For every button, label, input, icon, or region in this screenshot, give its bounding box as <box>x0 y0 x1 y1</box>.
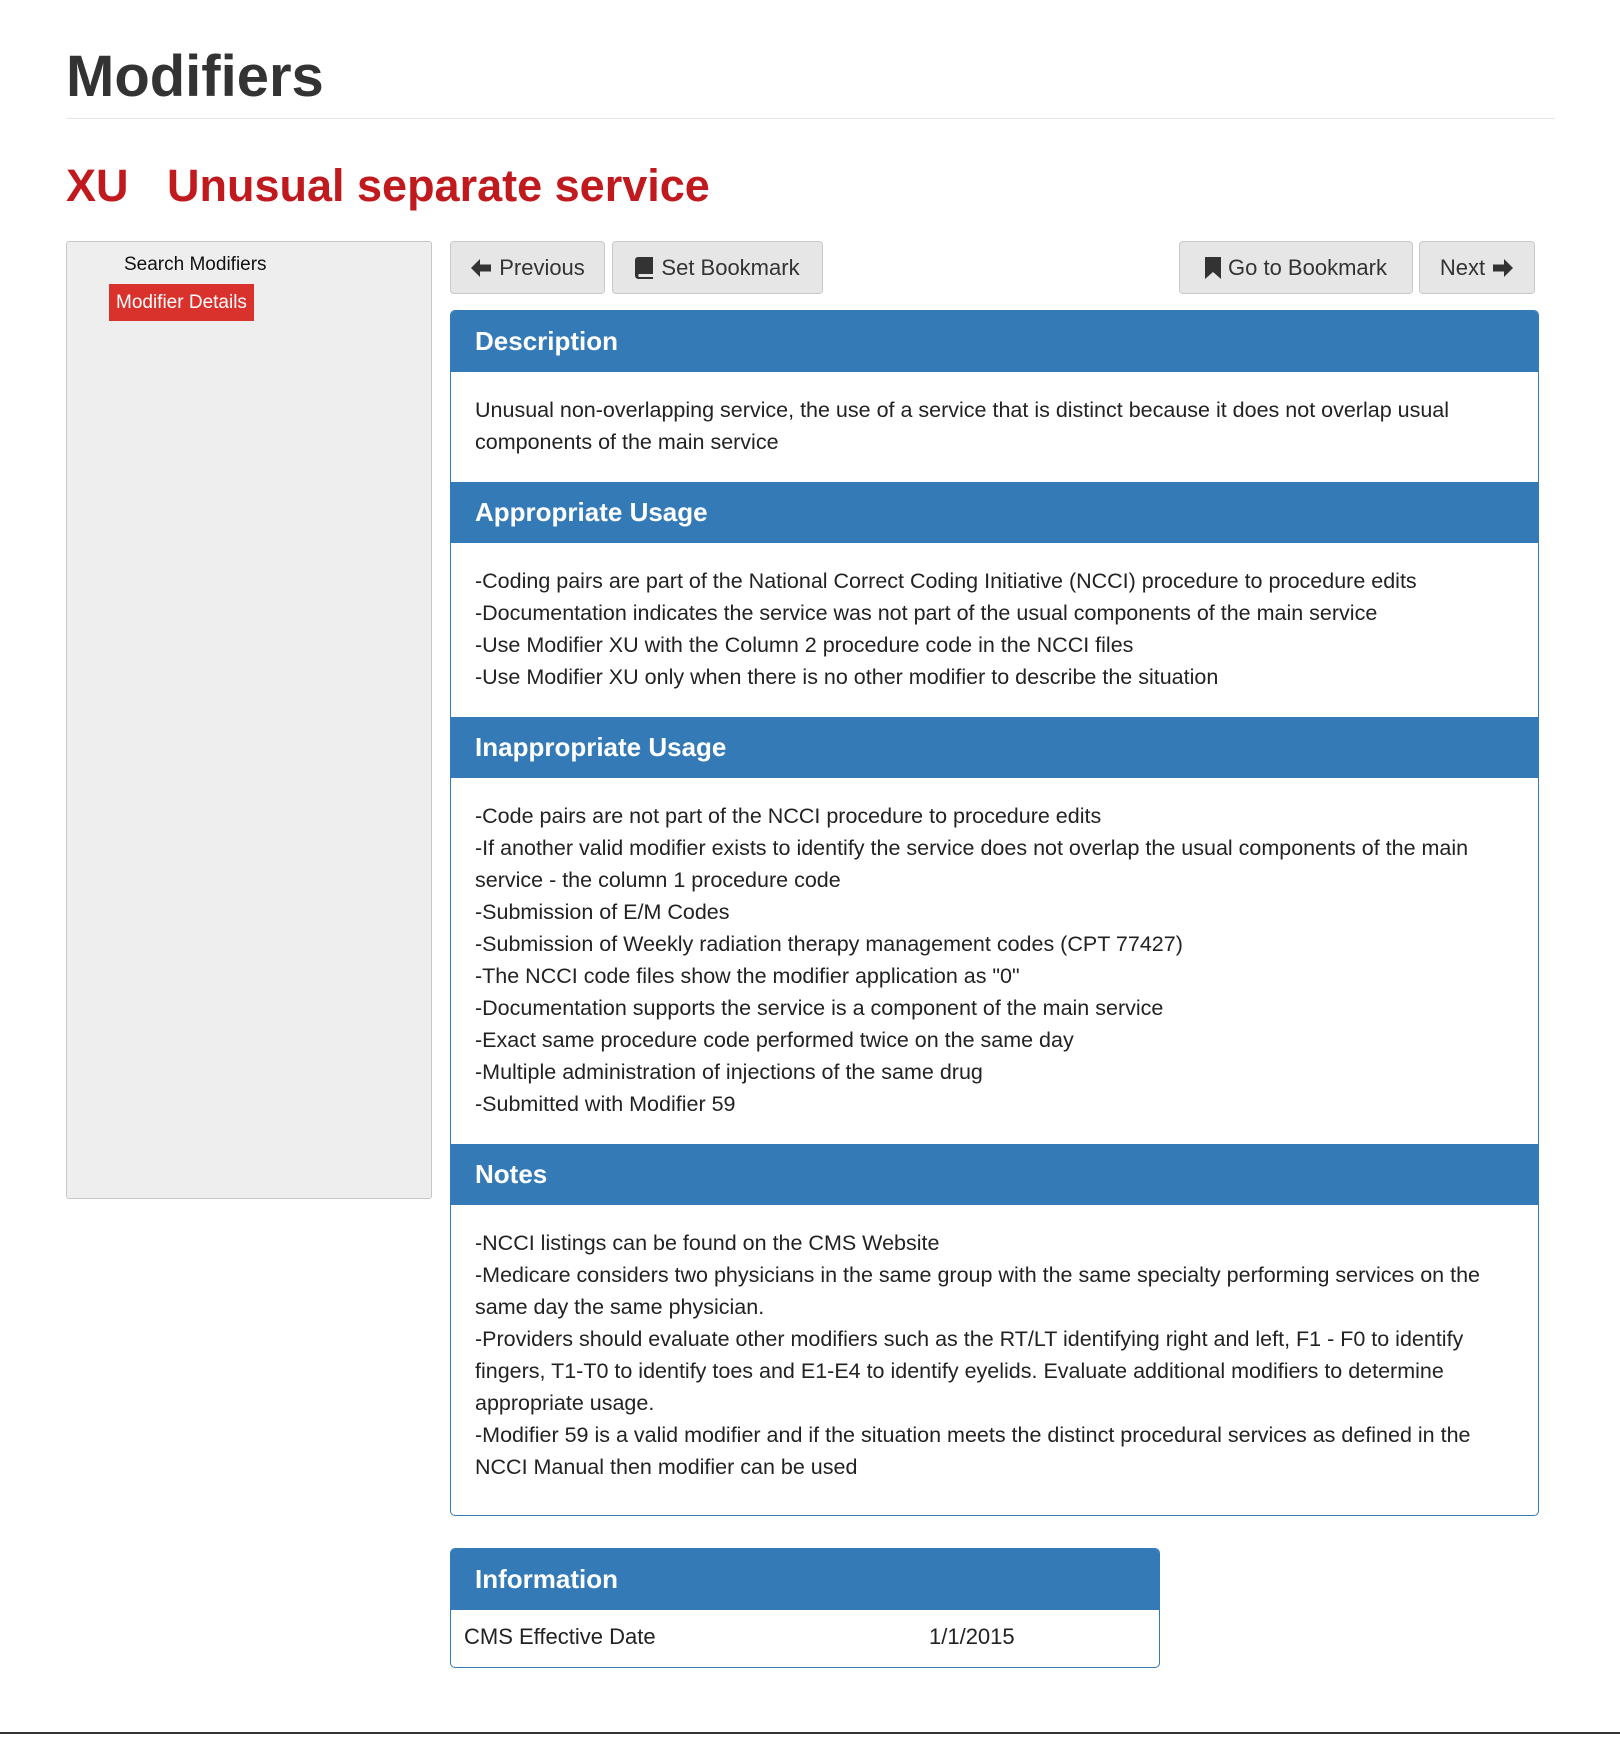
book-icon <box>635 257 654 279</box>
modifier-heading <box>66 158 710 214</box>
arrow-right-icon <box>1492 258 1514 278</box>
modifier-code: XU <box>66 160 129 211</box>
sidebar-item-search-modifiers[interactable]: Search Modifiers <box>124 254 267 275</box>
go-to-bookmark-label: Go to Bookmark <box>1228 254 1387 280</box>
list-item: -The NCCI code files show the modifier application as "0" <box>475 964 1020 988</box>
appropriate-usage-heading: Appropriate Usage <box>451 482 1538 543</box>
set-bookmark-label: Set Bookmark <box>661 254 800 280</box>
bookmark-icon <box>1205 257 1221 279</box>
sidebar-item-modifier-details[interactable]: Modifier Details <box>109 284 254 321</box>
modifier-details-panel <box>450 310 1539 1516</box>
list-item: -Modifier 59 is a valid modifier and if the situation meets the distinct procedural services as defined in the NCCI Manual then modifier can be used <box>475 1423 1471 1479</box>
arrow-left-icon <box>470 258 492 278</box>
footer-divider <box>0 1732 1620 1734</box>
description-text: Unusual non-overlapping service, the use of a service that is distinct because it does not overlap usual components of the main service <box>475 398 1450 454</box>
table-row <box>451 1610 1159 1668</box>
list-item: -Use Modifier XU with the Column 2 procedure code in the NCCI files <box>475 633 1134 657</box>
modifier-name: Unusual separate service <box>167 160 710 211</box>
list-item: -Coding pairs are part of the National Correct Coding Initiative (NCCI) procedure to procedure edits <box>475 569 1417 593</box>
list-item: -Medicare considers two physicians in the same group with the same specialty performing services on the same day the same physician. <box>475 1263 1480 1319</box>
notes-heading: Notes <box>451 1144 1538 1205</box>
list-item: -Documentation supports the service is a component of the main service <box>475 996 1164 1020</box>
list-item: -If another valid modifier exists to identify the service does not overlap the usual components of the main service - the column 1 procedure code <box>475 836 1469 892</box>
sidebar <box>66 241 432 1199</box>
inappropriate-usage-heading: Inappropriate Usage <box>451 717 1538 778</box>
next-label: Next <box>1439 254 1486 280</box>
inappropriate-usage-body <box>451 778 1538 1144</box>
go-to-bookmark-button[interactable] <box>1179 241 1413 294</box>
list-item: -Submission of E/M Codes <box>475 900 730 924</box>
list-item: -Submitted with Modifier 59 <box>475 1092 736 1116</box>
cms-effective-date-label: CMS Effective Date <box>464 1624 656 1649</box>
previous-label: Previous <box>499 254 585 280</box>
list-item: -Exact same procedure code performed twice on the same day <box>475 1028 1074 1052</box>
cms-effective-date-value: 1/1/2015 <box>929 1624 1015 1649</box>
set-bookmark-button[interactable] <box>612 241 823 294</box>
list-item: -Code pairs are not part of the NCCI procedure to procedure edits <box>475 804 1102 828</box>
previous-button[interactable] <box>450 241 605 294</box>
page-title: Modifiers <box>66 44 324 109</box>
list-item: -Use Modifier XU only when there is no other modifier to describe the situation <box>475 665 1219 689</box>
list-item: -Providers should evaluate other modifiers such as the RT/LT identifying right and left, F1 - F0 to identify fingers, T1-T0 to identify toes and E1-E4 to identify eyelids. Evaluate additional modifiers to determine appropriate usage. <box>475 1327 1464 1415</box>
notes-body <box>451 1205 1538 1507</box>
list-item: -Submission of Weekly radiation therapy management codes (CPT 77427) <box>475 932 1183 956</box>
list-item: -NCCI listings can be found on the CMS Website <box>475 1231 940 1255</box>
list-item: -Documentation indicates the service was not part of the usual components of the main service <box>475 601 1378 625</box>
next-button[interactable] <box>1419 241 1535 294</box>
description-body <box>451 372 1538 482</box>
information-panel <box>450 1548 1160 1668</box>
title-divider <box>66 118 1555 119</box>
description-heading: Description <box>451 311 1538 372</box>
appropriate-usage-body <box>451 543 1538 717</box>
list-item: -Multiple administration of injections of the same drug <box>475 1060 983 1084</box>
information-heading: Information <box>451 1549 1159 1610</box>
